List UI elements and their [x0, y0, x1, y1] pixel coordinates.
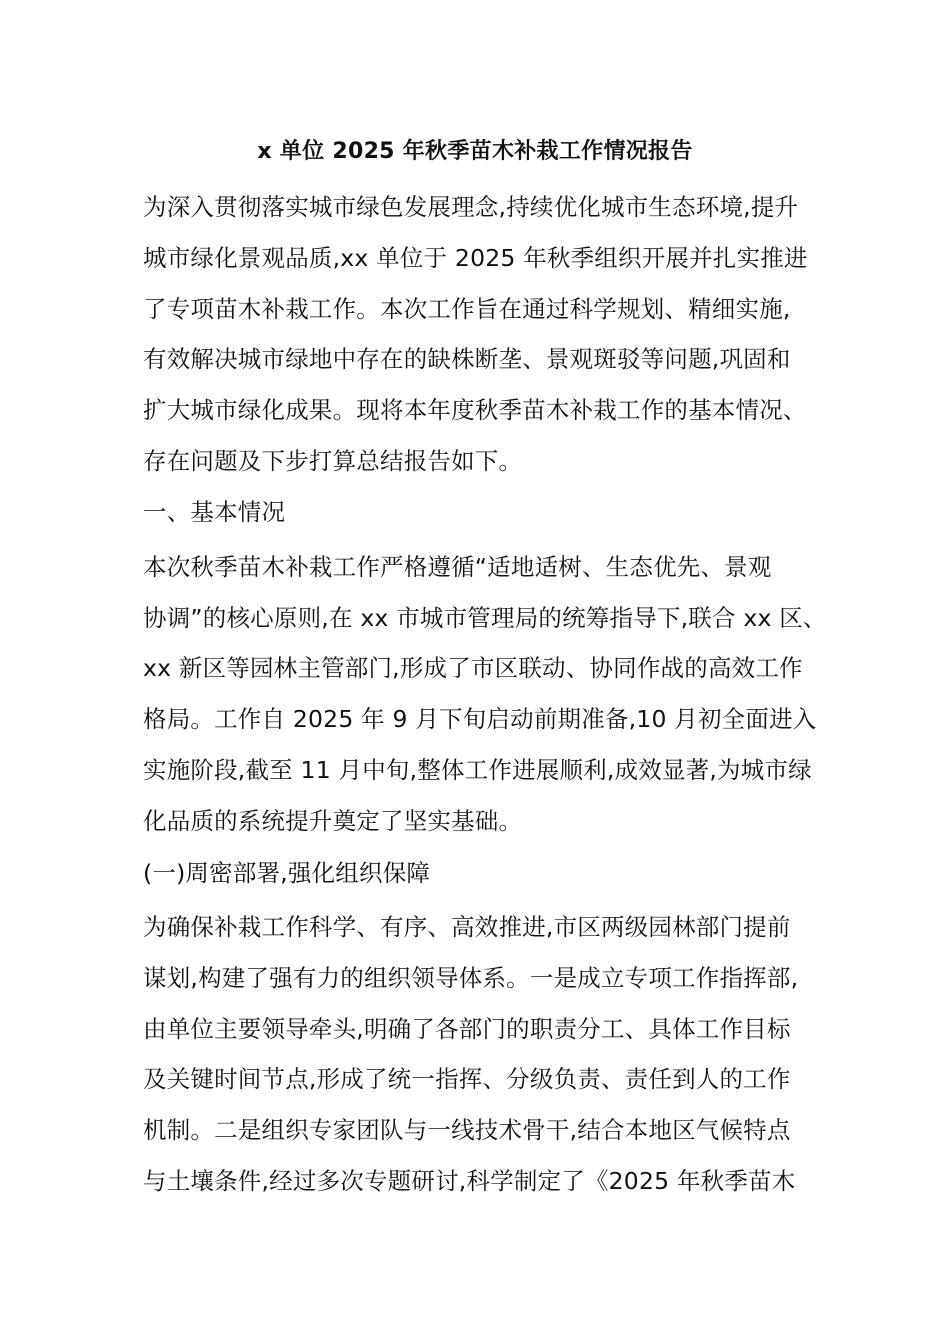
paragraph-line: 扩大城市绿化成果。现将本年度秋季苗木补栽工作的基本情况、 — [143, 396, 807, 424]
paragraph-line: 由单位主要领导牵头,明确了各部门的职责分工、具体工作目标 — [143, 1015, 791, 1043]
paragraph-line: xx 新区等园林主管部门,形成了市区联动、协同作战的高效工作 — [143, 654, 803, 682]
subsection-heading: (一)周密部署,强化组织保障 — [143, 859, 431, 887]
paragraph-line: 化品质的系统提升奠定了坚实基础。 — [143, 807, 523, 835]
paragraph-line: 与土壤条件,经过多次专题研讨,科学制定了《2025 年秋季苗木 — [143, 1167, 796, 1195]
paragraph-line: 机制。二是组织专家团队与一线技术骨干,结合本地区气候特点 — [143, 1116, 791, 1144]
paragraph-line: 有效解决城市绿地中存在的缺株断垄、景观斑驳等问题,巩固和 — [143, 345, 791, 373]
paragraph-line: 格局。工作自 2025 年 9 月下旬启动前期准备,10 月初全面进入 — [143, 705, 817, 733]
paragraph-line: 了专项苗木补栽工作。本次工作旨在通过科学规划、精细实施, — [143, 295, 791, 323]
paragraph-line: 及关键时间节点,形成了统一指挥、分级负责、责任到人的工作 — [143, 1065, 791, 1093]
paragraph-line: 谋划,构建了强有力的组织领导体系。一是成立专项工作指挥部, — [143, 964, 799, 992]
paragraph-line: 城市绿化景观品质,xx 单位于 2025 年秋季组织开展并扎实推进 — [143, 244, 808, 272]
paragraph-line: 实施阶段,截至 11 月中旬,整体工作进展顺利,成效显著,为城市绿 — [143, 756, 812, 784]
paragraph-line: 本次秋季苗木补栽工作严格遵循“适地适树、生态优先、景观 — [143, 553, 772, 581]
section-heading: 一、基本情况 — [143, 498, 286, 526]
paragraph-line: 为深入贯彻落实城市绿色发展理念,持续优化城市生态环境,提升 — [143, 193, 799, 221]
paragraph-line: 为确保补栽工作科学、有序、高效推进,市区两级园林部门提前 — [143, 913, 791, 941]
document-title: x 单位 2025 年秋季苗木补栽工作情况报告 — [257, 139, 693, 164]
paragraph-line: 协调”的核心原则,在 xx 市城市管理局的统筹指导下,联合 xx 区、 — [143, 604, 827, 632]
paragraph-line: 存在问题及下步打算总结报告如下。 — [143, 447, 523, 475]
